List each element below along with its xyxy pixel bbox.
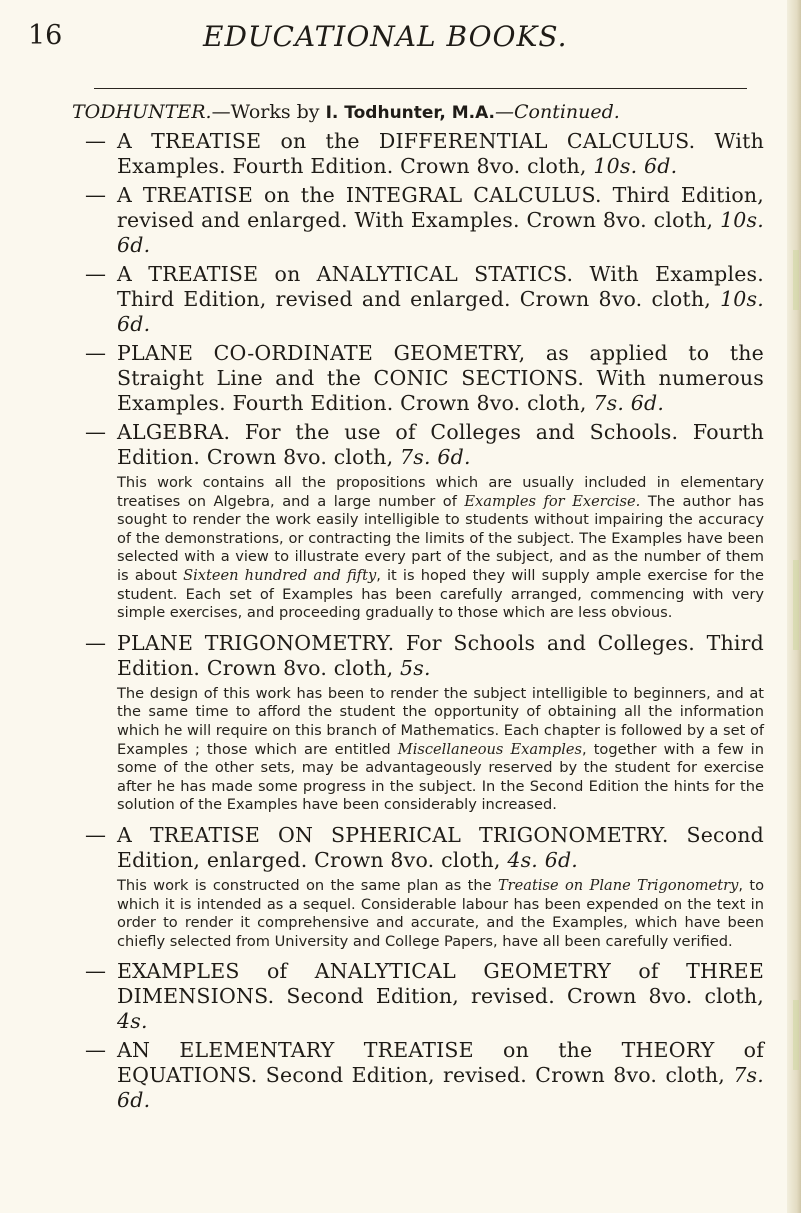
entry-title-text: PLANE TRIGONOMETRY. For Schools and Colleges. Third Edition. Crown 8vo. cloth, — [117, 630, 764, 680]
entry-description — [117, 685, 764, 815]
entry-dash: — — [85, 129, 106, 153]
entry-price: 5s. — [400, 655, 431, 680]
header-rule — [94, 88, 747, 89]
entry-price: 10s. 6d. — [593, 154, 678, 178]
entry-price: 4s. — [117, 1009, 148, 1034]
page-edge — [787, 0, 801, 1213]
catalogue-entry — [44, 341, 764, 416]
entry-title-text: A TREATISE on ANALYTICAL STATICS. With Examples. Third Edition, revised and enlarged. Crown 8vo. cloth, — [117, 262, 764, 311]
note-text: This work contains all the propositions which are usually included in elementary treatises on Algebra, and a large number of — [117, 474, 764, 510]
note-text: , together with a few in some of the other sets, may be advantageously reserved by the student for exercise after he has made some progress in the subject. In the Second Edition the hints for the solution of the Examples have been considerably increased. — [117, 740, 764, 814]
entry-title-text: A TREATISE on the DIFFERENTIAL CALCULUS. With Examples. Fourth Edition. Crown 8vo. cloth, — [117, 129, 764, 178]
author-heading — [72, 100, 764, 125]
entry-title-text: ALGEBRA. For the use of Colleges and Schools. Fourth Edition. Crown 8vo. cloth, — [117, 420, 764, 469]
entry-title — [117, 183, 764, 258]
note-text: This work is constructed on the same plan as the — [117, 876, 498, 894]
catalogue-entry — [44, 183, 764, 258]
note-text: , to which it is intended as a sequel. Considerable labour has been expended on the text in order to render it comprehensive and accurate, and the Examples, which have been chiefly selected from University and College Papers, have all been carefully verified. — [117, 876, 764, 950]
catalogue-entry — [44, 262, 764, 337]
running-head: EDUCATIONAL BOOKS. — [203, 20, 568, 53]
entry-description — [117, 877, 764, 951]
entry-dash: — — [85, 341, 106, 365]
entry-price: 7s. 6d. — [400, 445, 471, 469]
entry-dash: — — [85, 630, 106, 655]
catalogue-entry — [44, 823, 764, 951]
catalogue-entry — [44, 1038, 764, 1113]
entry-title — [117, 420, 764, 470]
note-emphasis: Miscellaneous Examples — [397, 740, 583, 758]
catalogue-entry — [44, 129, 764, 179]
entry-price: 7s. 6d. — [117, 1063, 764, 1113]
note-text: , it is hoped they will supply ample exercise for the student. Each set of Examples has been carefully arranged, commencing with very simple exercises, and proceeding gradually to those which are less obvious. — [117, 566, 764, 622]
catalogue-entry — [44, 631, 764, 815]
catalogue-entry — [44, 420, 764, 623]
works-by: —Works by — [211, 101, 326, 123]
entry-title — [117, 262, 764, 337]
entry-title — [117, 129, 764, 179]
note-text: The author has sought to render the work easily intelligible to students without impairing the accuracy of the demonstrations, or contracting the limits of the subject. The Examples have been selected with a view to illustrate every part of the subject, and as the number of them is about — [117, 492, 764, 584]
entry-title — [117, 341, 764, 416]
entry-dash: — — [85, 183, 106, 207]
entry-title — [117, 631, 764, 681]
entry-price: 7s. 6d. — [593, 391, 665, 415]
entry-title-text: AN ELEMENTARY TREATISE on the THEORY of EQUATIONS. Second Edition, revised. Crown 8vo. cloth, — [117, 1038, 764, 1088]
note-text: The design of this work has been to render the subject intelligible to beginners, and at the same time to afford the student the opportunity of obtaining all the information which he will require on this branch of Mathematics. Each chapter is followed by a set of Examples ; those which are entitled — [117, 684, 765, 758]
entry-title-text: A TREATISE ON SPHERICAL TRIGONOMETRY. Second Edition, enlarged. Crown 8vo. cloth, — [117, 822, 764, 872]
note-emphasis: Examples for Exercise. — [464, 492, 641, 510]
entry-title-text: EXAMPLES of ANALYTICAL GEOMETRY of THREE DIMENSIONS. Second Edition, revised. Crown 8vo. cloth, — [117, 959, 764, 1009]
entry-dash: — — [85, 262, 106, 286]
entry-dash: — — [85, 1038, 106, 1063]
entry-title — [117, 1038, 764, 1113]
entry-description — [117, 474, 764, 623]
note-emphasis: Treatise on Plane Trigonometry — [497, 876, 739, 894]
entry-dash: — — [85, 822, 106, 847]
page-number: 16 — [28, 20, 63, 51]
note-emphasis: Sixteen hundred and fifty — [183, 566, 377, 584]
catalogue-entry — [44, 959, 764, 1034]
entry-title-text: A TREATISE on the INTEGRAL CALCULUS. Third Edition, revised and enlarged. With Examples. Crown 8vo. cloth, — [117, 183, 764, 232]
entry-dash: — — [85, 959, 106, 984]
author-italic: TODHUNTER. — [72, 101, 212, 123]
entry-price: 10s. 6d. — [117, 287, 764, 336]
entry-title — [117, 823, 764, 873]
entry-title-text: PLANE CO-ORDINATE GEOMETRY, as applied to the Straight Line and the CONIC SECTIONS. With numerous Examples. Fourth Edition. Crown 8vo. cloth, — [117, 341, 764, 415]
catalogue-content — [44, 100, 764, 1113]
author-bold: I. Todhunter, M.A. — [325, 103, 495, 123]
continued-label: —Continued. — [495, 101, 620, 123]
entry-title — [117, 959, 764, 1034]
entry-price: 10s. 6d. — [117, 208, 764, 257]
page-header — [28, 20, 748, 62]
entry-dash: — — [85, 420, 106, 444]
entry-price: 4s. 6d. — [507, 847, 579, 872]
